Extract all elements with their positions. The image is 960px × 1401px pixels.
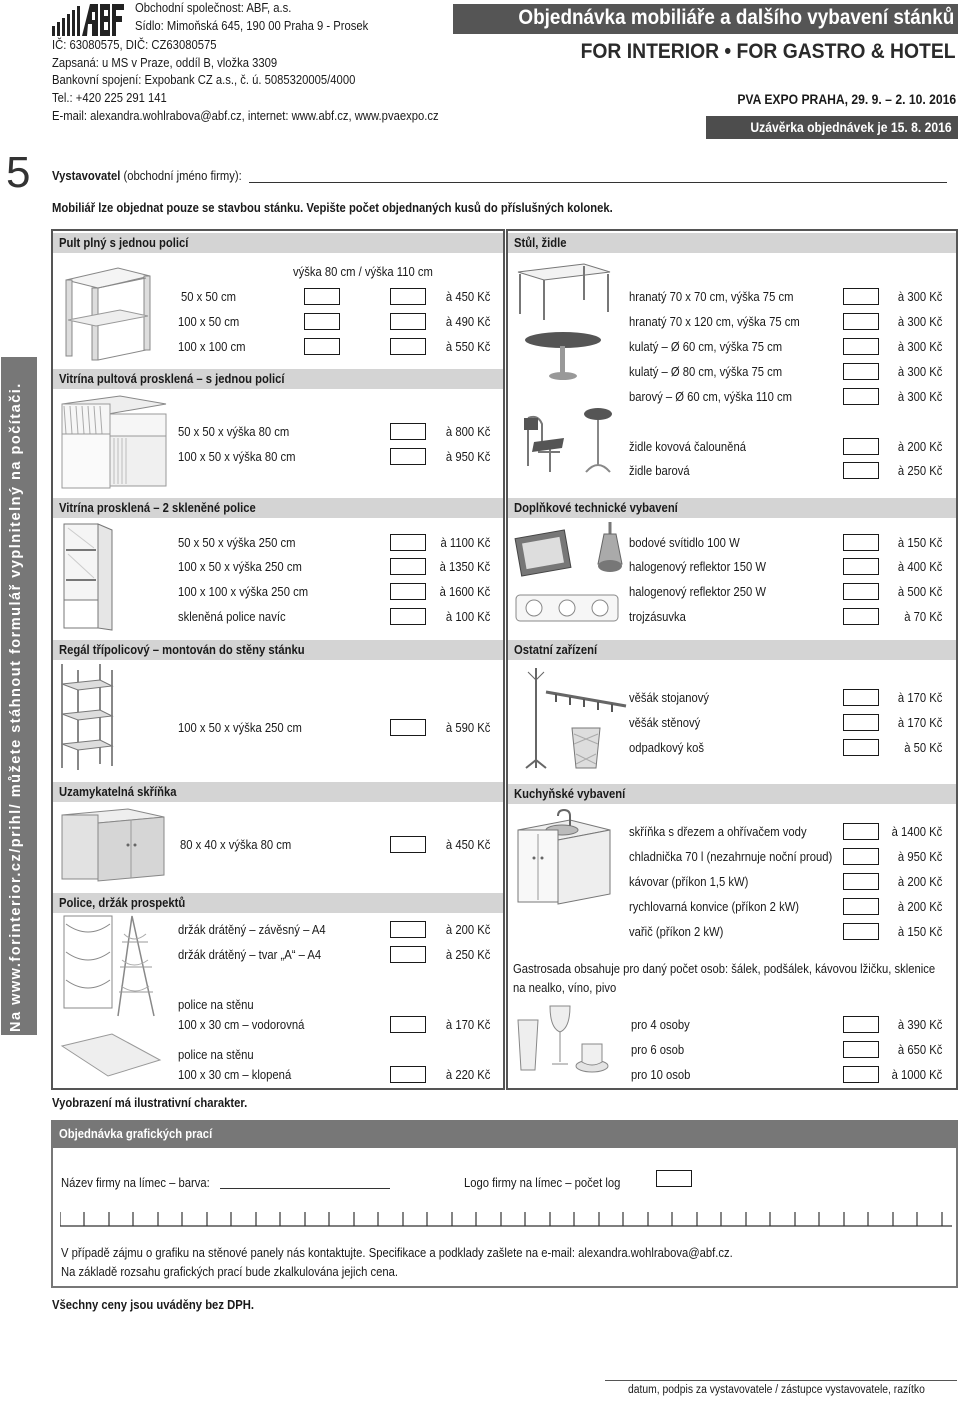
gastro-note: Gastrosada obsahuje pro daný počet osob: šálek, podšálek, kávovou lžičku, sklenice na nealko, víno, pivo [513, 962, 936, 995]
venue-dates: PVA EXPO PRAHA, 29. 9. – 2. 10. 2016 [737, 92, 956, 107]
section-kuchyn [508, 784, 956, 804]
kuchyn-item-price: à 950 Kč [897, 850, 942, 864]
tech-item-label: halogenový reflektor 150 W [629, 560, 766, 574]
ostatni-item-label: věšák stěnový [629, 716, 701, 730]
skrinka-qty-input[interactable] [390, 836, 426, 853]
tech-item-label: halogenový reflektor 250 W [629, 585, 766, 599]
tech-qty-input[interactable] [843, 534, 879, 551]
gastro-item-label: pro 6 osob [631, 1043, 685, 1057]
tech-item-price: à 70 Kč [903, 610, 942, 624]
gastro-qty-input[interactable] [843, 1041, 879, 1058]
tech-item-label: bodové svítidlo 100 W [629, 536, 740, 550]
round-table-illustration [522, 330, 604, 382]
pult-qty-110-input[interactable] [390, 288, 426, 305]
vitrina2-qty-input[interactable] [390, 608, 426, 625]
kuchyn-item-label: chladnička 70 l (nezahrnuje noční proud) [629, 850, 833, 864]
pult-item-price: à 550 Kč [445, 340, 490, 354]
company-name: Obchodní společnost: ABF, a.s. [135, 1, 292, 15]
table-illustration [514, 262, 614, 322]
police-item-label: držák drátěný – závěsný – A4 [178, 923, 326, 937]
police-item-price: à 250 Kč [445, 948, 490, 962]
page-subtitle: FOR INTERIOR • FOR GASTRO & HOTEL [581, 40, 956, 63]
kuchyn-item-price: à 150 Kč [897, 925, 942, 939]
vitrina1-qty-input[interactable] [390, 423, 426, 440]
form-number: 5 [6, 148, 31, 197]
gastro-qty-input[interactable] [843, 1016, 879, 1033]
police-item-price: à 200 Kč [445, 923, 490, 937]
kuchyn-qty-input[interactable] [843, 898, 879, 915]
regal-item-price: à 590 Kč [445, 721, 490, 735]
graphics-header [51, 1120, 958, 1148]
kuchyn-qty-input[interactable] [843, 848, 879, 865]
vitrina2-item-label: 50 x 50 x výška 250 cm [178, 536, 296, 550]
stul-item-price: à 300 Kč [897, 290, 942, 304]
spotlight-illustration [514, 520, 634, 582]
stul-item-price: à 300 Kč [897, 365, 942, 379]
kuchyn-item-label: kávovar (příkon 1,5 kW) [629, 875, 749, 889]
pult-qty-110-input[interactable] [390, 313, 426, 330]
section-vitrina1-title: Vitrína pultová prosklená – s jednou policí [59, 372, 285, 386]
kuchyn-item-label: rychlovarná konvice (příkon 2 kW) [629, 900, 800, 914]
company-phone: Tel.: +420 225 291 141 [52, 91, 167, 105]
logo-count-input[interactable] [656, 1170, 692, 1187]
vitrina2-item-label: 100 x 100 x výška 250 cm [178, 585, 309, 599]
pult-item-label: 50 x 50 cm [181, 290, 237, 304]
vitrina1-item-price: à 950 Kč [445, 450, 490, 464]
gastro-item-price: à 1000 Kč [891, 1068, 942, 1082]
zidle-item-price: à 250 Kč [897, 464, 942, 478]
exhibitor-label-bold: Vystavovatel [52, 169, 121, 183]
exhibitor-label-rest: (obchodní jméno firmy): [123, 169, 242, 183]
ostatni-qty-input[interactable] [843, 689, 879, 706]
vitrina2-item-label: skleněná police navíc [178, 610, 286, 624]
logo-count-label: Logo firmy na límec – počet log [464, 1176, 621, 1190]
collar-letters-input[interactable] [60, 1208, 956, 1228]
section-police [53, 893, 503, 913]
section-tech [508, 498, 956, 518]
ostatni-item-label: věšák stojanový [629, 691, 710, 705]
pult-qty-80-input[interactable] [304, 288, 340, 305]
vitrina2-qty-input[interactable] [390, 558, 426, 575]
pult-item-label: 100 x 50 cm [178, 315, 240, 329]
page-title-bar [453, 4, 958, 34]
section-pult-title: Pult plný s jednou policí [59, 236, 189, 250]
abf-logo [52, 2, 124, 36]
vitrina2-item-price: à 100 Kč [445, 610, 490, 624]
company-name-collar-label: Název firmy na límec – barva: [61, 1176, 210, 1190]
pult-qty-110-input[interactable] [390, 338, 426, 355]
side-banner-text: Na www.forinterior.cz/prihl/ můžete stáhnout formulář vyplnitelný na počítači. [8, 382, 24, 1032]
section-regal-title: Regál třípolicový – montován do stěny stánku [59, 643, 305, 657]
section-stul-title: Stůl, židle [514, 236, 567, 250]
glass-cabinet-illustration [60, 520, 116, 632]
graphics-note-line1: V případě zájmu o grafiku na stěnové panely nás kontaktujte. Specifikace a podklady zašlete na e-mail: alexandra.wohlrabova@abf.cz. [61, 1246, 733, 1260]
gastro-item-label: pro 10 osob [631, 1068, 691, 1082]
vitrina2-item-price: à 1350 Kč [439, 560, 490, 574]
vitrina1-qty-input[interactable] [390, 448, 426, 465]
ostatni-item-price: à 170 Kč [897, 716, 942, 730]
zidle-qty-input[interactable] [843, 462, 879, 479]
brochure-holder-illustration [58, 912, 118, 1012]
regal-qty-input[interactable] [390, 719, 426, 736]
coat-stand-illustration [516, 662, 630, 778]
lockable-cabinet-illustration [58, 805, 168, 883]
stul-qty-input[interactable] [843, 338, 879, 355]
tech-item-price: à 150 Kč [897, 536, 942, 550]
graphics-title: Objednávka grafických prací [59, 1127, 213, 1141]
tech-item-label: trojzásuvka [629, 610, 686, 624]
vitrina1-item-label: 100 x 50 x výška 80 cm [178, 450, 296, 464]
stul-item-label: hranatý 70 x 120 cm, výška 75 cm [629, 315, 800, 329]
socket-illustration [514, 593, 620, 623]
chair-illustration [514, 400, 624, 480]
tech-item-price: à 500 Kč [897, 585, 942, 599]
kuchyn-qty-input[interactable] [843, 923, 879, 940]
zidle-qty-input[interactable] [843, 438, 879, 455]
company-seat: Sídlo: Mimoňská 645, 190 00 Praha 9 - Prosek [135, 19, 369, 33]
section-pult [53, 233, 503, 253]
skrinka-item-label: 80 x 40 x výška 80 cm [180, 838, 292, 852]
exhibitor-label [52, 169, 242, 184]
prices-note: Všechny ceny jsou uváděny bez DPH. [52, 1298, 254, 1312]
instruction-text: Mobiliář lze objednat pouze se stavbou stánku. Vepište počet objednaných kusů do příslušných kolonek. [52, 201, 613, 215]
stul-qty-input[interactable] [843, 288, 879, 305]
side-banner [1, 357, 37, 1035]
company-bank: Bankovní spojení: Expobank CZ a.s., č. ú. 5085320005/4000 [52, 73, 356, 87]
exhibitor-input-line[interactable] [249, 182, 947, 183]
zidle-item-label: židle barová [629, 464, 690, 478]
kuchyn-item-price: à 200 Kč [897, 875, 942, 889]
gastro-item-price: à 650 Kč [897, 1043, 942, 1057]
stul-item-label: kulatý – Ø 60 cm, výška 75 cm [629, 340, 783, 354]
section-stul [508, 233, 956, 253]
deadline-text: Uzávěrka objednávek je 15. 8. 2016 [750, 120, 952, 135]
company-email: E-mail: alexandra.wohlrabova@abf.cz, internet: www.abf.cz, www.pvaexpo.cz [52, 109, 439, 123]
sink-cabinet-illustration [514, 806, 614, 906]
signature-line[interactable] [605, 1380, 957, 1381]
stul-item-price: à 300 Kč [897, 315, 942, 329]
gastro-item-price: à 390 Kč [897, 1018, 942, 1032]
police-item-label-top: police na stěnu [178, 998, 254, 1012]
section-ostatni-title: Ostatní zařízení [514, 643, 598, 657]
ostatni-qty-input[interactable] [843, 714, 879, 731]
kuchyn-qty-input[interactable] [843, 873, 879, 890]
police-qty-input[interactable] [390, 1066, 426, 1083]
police-item-label: 100 x 30 cm – klopená [178, 1068, 292, 1082]
a-frame-holder-illustration [114, 912, 158, 1020]
ostatni-item-price: à 170 Kč [897, 691, 942, 705]
section-vitrina2-title: Vitrína prosklená – 2 skleněné police [59, 501, 256, 515]
zidle-item-label: židle kovová čalouněná [629, 440, 746, 454]
skrinka-item-price: à 450 Kč [445, 838, 490, 852]
tech-qty-input[interactable] [843, 583, 879, 600]
police-item-label: držák drátěný – tvar „A“ – A4 [178, 948, 322, 962]
signature-label: datum, podpis za vystavovatele / zástupce vystavovatele, razítko [628, 1384, 925, 1396]
zidle-item-price: à 200 Kč [897, 440, 942, 454]
kuchyn-item-label: skříňka s dřezem a ohřívačem vody [629, 825, 807, 839]
police-item-label: 100 x 30 cm – vodorovná [178, 1018, 305, 1032]
wall-shelf-illustration [58, 1030, 164, 1082]
vitrina2-item-price: à 1100 Kč [440, 536, 490, 550]
kuchyn-item-price: à 1400 Kč [891, 825, 942, 839]
vitrina1-item-price: à 800 Kč [445, 425, 490, 439]
ostatni-item-label: odpadkový koš [629, 741, 705, 755]
ostatni-qty-input[interactable] [843, 739, 879, 756]
vitrina2-qty-input[interactable] [390, 534, 426, 551]
shelf-rack-illustration [56, 662, 116, 772]
display-counter-illustration [58, 392, 170, 492]
section-regal [53, 640, 503, 660]
section-skrinka-title: Uzamykatelná skříňka [59, 785, 177, 799]
company-ids: IČ: 63080575, DIČ: CZ63080575 [52, 38, 217, 52]
pult-item-price: à 450 Kč [445, 290, 490, 304]
police-qty-input[interactable] [390, 1016, 426, 1033]
section-skrinka [53, 782, 503, 802]
police-qty-input[interactable] [390, 921, 426, 938]
section-vitrina1 [53, 369, 503, 389]
vitrina2-item-price: à 1600 Kč [439, 585, 490, 599]
tech-qty-input[interactable] [843, 608, 879, 625]
section-kuchyn-title: Kuchyňské vybavení [514, 787, 626, 801]
regal-item-label: 100 x 50 x výška 250 cm [178, 721, 302, 735]
ostatni-item-price: à 50 Kč [903, 741, 942, 755]
police-qty-input[interactable] [390, 946, 426, 963]
counter-illustration [58, 262, 158, 362]
stul-qty-input[interactable] [843, 363, 879, 380]
graphics-note-line2: Na základě rozsahu grafických prací bude zkalkulována jejich cena. [61, 1265, 399, 1279]
pult-qty-80-input[interactable] [304, 338, 340, 355]
stul-item-price: à 300 Kč [897, 390, 942, 404]
police-item-price: à 220 Kč [445, 1068, 490, 1082]
stul-item-label: hranatý 70 x 70 cm, výška 75 cm [629, 290, 794, 304]
tableware-illustration [512, 1000, 612, 1080]
gastro-item-label: pro 4 osoby [631, 1018, 690, 1032]
stul-item-label: barový – Ø 60 cm, výška 110 cm [629, 390, 792, 404]
kuchyn-item-label: vařič (příkon 2 kW) [629, 925, 724, 939]
section-tech-title: Doplňkové technické vybavení [514, 501, 678, 515]
company-register: Zapsaná: u MS v Praze, oddíl B, vložka 3309 [52, 56, 278, 70]
company-name-collar-input[interactable] [220, 1188, 390, 1189]
tech-item-price: à 400 Kč [897, 560, 942, 574]
pult-height-header: výška 80 cm / výška 110 cm [293, 265, 433, 279]
deadline-bar [706, 116, 958, 139]
police-item-price: à 170 Kč [445, 1018, 490, 1032]
stul-qty-input[interactable] [843, 313, 879, 330]
stul-item-price: à 300 Kč [897, 340, 942, 354]
stul-item-label: kulatý – Ø 80 cm, výška 75 cm [629, 365, 783, 379]
pult-qty-80-input[interactable] [304, 313, 340, 330]
pult-item-label: 100 x 100 cm [178, 340, 246, 354]
illustrative-note: Vyobrazení má ilustrativní charakter. [52, 1096, 248, 1110]
section-ostatni [508, 640, 956, 660]
vitrina2-item-label: 100 x 50 x výška 250 cm [178, 560, 302, 574]
vitrina2-qty-input[interactable] [390, 583, 426, 600]
police-item-label-top: police na stěnu [178, 1048, 254, 1062]
vitrina1-item-label: 50 x 50 x výška 80 cm [178, 425, 290, 439]
pult-item-price: à 490 Kč [445, 315, 490, 329]
section-vitrina2 [53, 498, 503, 518]
gastro-qty-input[interactable] [843, 1066, 879, 1083]
tech-qty-input[interactable] [843, 558, 879, 575]
section-police-title: Police, držák prospektů [59, 896, 186, 910]
page-title: Objednávka mobiliáře a dalšího vybavení stánků [518, 6, 954, 29]
kuchyn-qty-input[interactable] [843, 823, 879, 840]
stul-qty-input[interactable] [843, 388, 879, 405]
kuchyn-item-price: à 200 Kč [897, 900, 942, 914]
